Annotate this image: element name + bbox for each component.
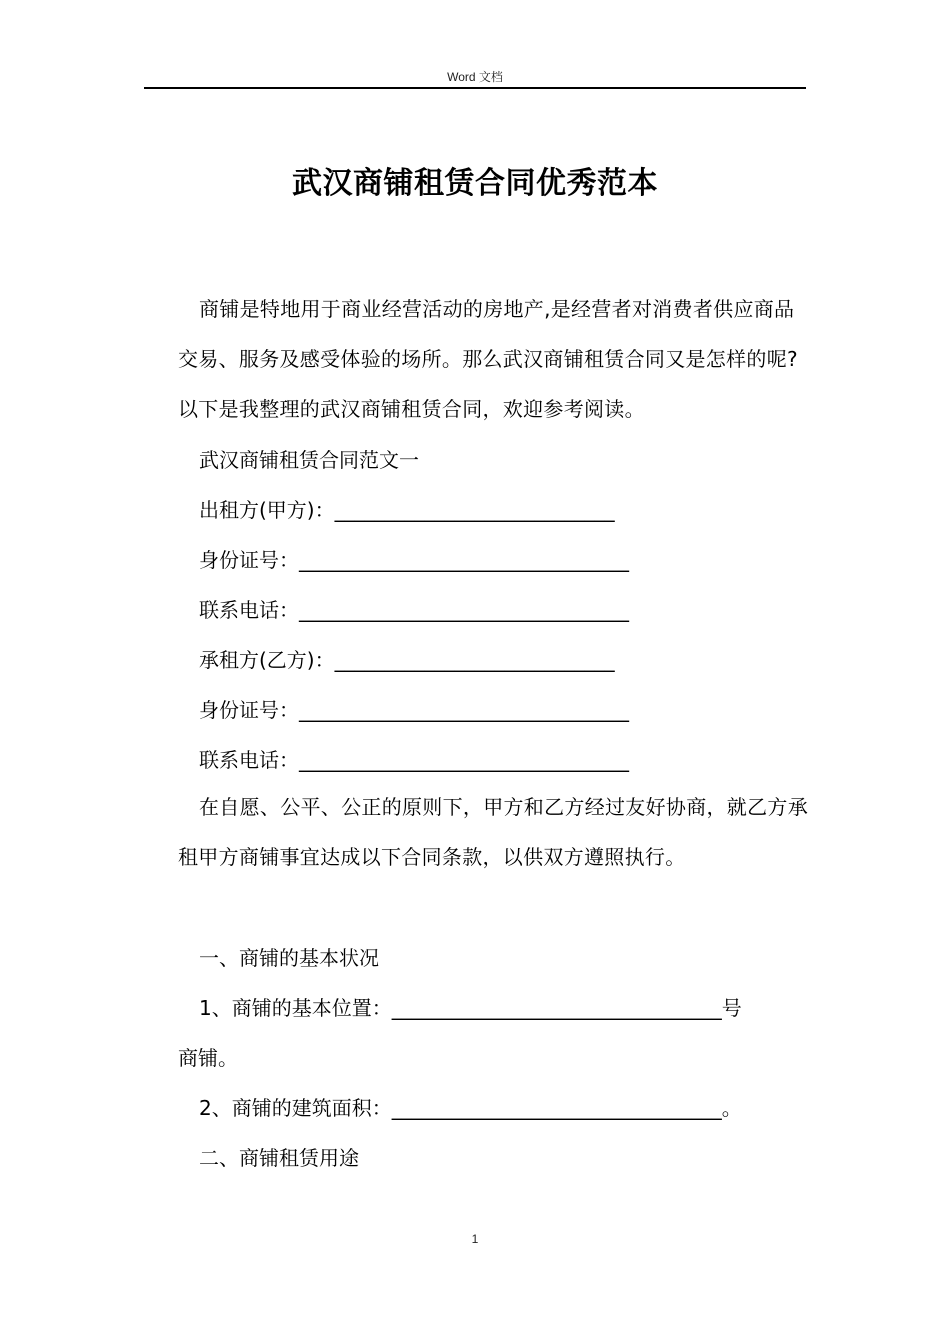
lessor-field: 出租方(甲方)：____________________________ xyxy=(199,498,615,522)
section1-heading: 一、商铺的基本状况 xyxy=(199,946,379,970)
section1-item1: 1、商铺的基本位置：_________________________________号 xyxy=(199,996,742,1020)
intro-paragraph: 商铺是特地用于商业经营活动的房地产,是经营者对消费者供应商品交易、服务及感受体验的场所。那么武汉商铺租赁合同又是怎样的呢?以下是我整理的武汉商铺租赁合同，欢迎参考阅读。 xyxy=(178,297,798,421)
agreement-paragraph: 在自愿、公平、公正的原则下，甲方和乙方经过友好协商，就乙方承租甲方商铺事宜达成以下合同条款，以供双方遵照执行。 xyxy=(178,795,808,869)
lessee-id-field: 身份证号：_________________________________ xyxy=(199,698,629,722)
page-number: 1 xyxy=(471,1232,479,1246)
lessor-id-field: 身份证号：_________________________________ xyxy=(199,548,629,572)
intro-paragraph-block xyxy=(178,284,810,434)
lessor-phone-field: 联系电话：_________________________________ xyxy=(199,598,629,622)
section1-item2: 2、商铺的建筑面积：_________________________________。 xyxy=(199,1096,742,1120)
section2-heading: 二、商铺租赁用途 xyxy=(199,1146,359,1170)
header-rule xyxy=(144,87,806,89)
section1-item1-continued: 商铺。 xyxy=(178,1046,238,1070)
lessee-field: 承租方(乙方)：____________________________ xyxy=(199,648,615,672)
agreement-paragraph-block xyxy=(178,782,810,882)
sample-heading: 武汉商铺租赁合同范文一 xyxy=(199,448,419,472)
page-header: Word 文档 xyxy=(447,70,503,84)
document-title: 武汉商铺租赁合同优秀范本 xyxy=(292,166,658,201)
lessee-phone-field: 联系电话：_________________________________ xyxy=(199,748,629,772)
